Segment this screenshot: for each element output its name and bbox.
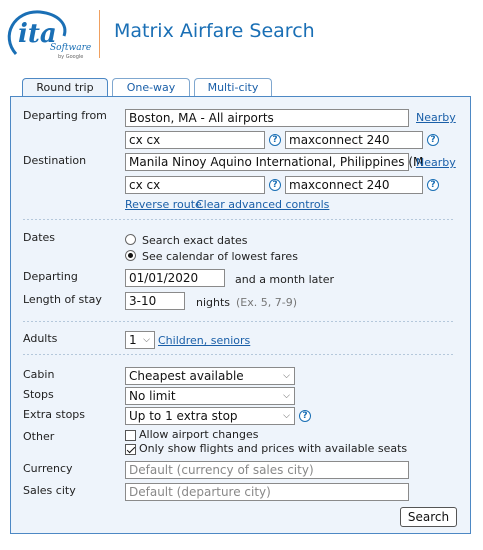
section-divider xyxy=(23,321,455,322)
cabin-value: Cheapest available xyxy=(129,369,244,383)
stops-label: Stops xyxy=(23,388,54,401)
only-available-seats-label: Only show flights and prices with available seats xyxy=(139,442,408,455)
help-icon[interactable]: ? xyxy=(299,410,311,422)
stops-value: No limit xyxy=(129,389,176,403)
chevron-down-icon: ⌵ xyxy=(283,371,290,381)
children-seniors-link[interactable]: Children, seniors xyxy=(158,334,251,347)
allow-airport-changes-checkbox[interactable] xyxy=(125,430,136,441)
dates-label: Dates xyxy=(23,231,56,244)
month-later-text: and a month later xyxy=(235,273,335,286)
other-label: Other xyxy=(23,430,55,443)
stops-select[interactable] xyxy=(125,387,295,405)
section-divider xyxy=(23,219,455,220)
nights-label: nights xyxy=(196,296,231,309)
ita-software-logo xyxy=(6,6,92,62)
adults-label: Adults xyxy=(23,332,58,345)
destination-nearby-link[interactable]: Nearby xyxy=(416,156,456,169)
chevron-down-icon: ⌵ xyxy=(283,411,290,421)
currency-label: Currency xyxy=(23,462,73,475)
help-icon[interactable]: ? xyxy=(269,134,281,146)
destination-carrier-input[interactable]: cx cx xyxy=(125,176,265,194)
extra-stops-value: Up to 1 extra stop xyxy=(129,409,238,423)
header-divider xyxy=(99,10,100,58)
sales-city-label: Sales city xyxy=(23,484,76,497)
svg-text:by Google: by Google xyxy=(58,54,84,60)
destination-label: Destination xyxy=(23,154,87,167)
sales-city-input[interactable]: Default (departure city) xyxy=(125,483,409,501)
chevron-down-icon: ⌵ xyxy=(283,391,290,401)
extra-stops-select[interactable] xyxy=(125,407,295,425)
tab-one-way[interactable]: One-way xyxy=(112,78,190,97)
cabin-label: Cabin xyxy=(23,368,55,381)
origin-routing-input[interactable]: maxconnect 240 xyxy=(285,131,423,149)
cabin-select[interactable] xyxy=(125,367,295,385)
help-icon[interactable]: ? xyxy=(427,134,439,146)
search-form-panel xyxy=(10,96,471,534)
extra-stops-label: Extra stops xyxy=(23,408,86,421)
section-divider xyxy=(23,354,455,355)
adults-select[interactable] xyxy=(125,331,155,349)
departing-label: Departing xyxy=(23,270,78,283)
length-of-stay-input[interactable]: 3-10 xyxy=(125,292,185,310)
page-title: Matrix Airfare Search xyxy=(114,20,315,42)
currency-input[interactable]: Default (currency of sales city) xyxy=(125,461,409,479)
only-available-seats-checkbox[interactable] xyxy=(125,444,136,455)
search-button[interactable]: Search xyxy=(400,507,457,527)
reverse-route-link[interactable]: Reverse route xyxy=(125,198,202,211)
search-exact-radio[interactable] xyxy=(125,234,136,245)
origin-carrier-input[interactable]: cx cx xyxy=(125,131,265,149)
tab-round-trip[interactable]: Round trip xyxy=(22,78,108,98)
svg-text:ita: ita xyxy=(18,19,57,49)
search-exact-label: Search exact dates xyxy=(142,234,248,247)
see-calendar-label: See calendar of lowest fares xyxy=(142,250,298,263)
adults-value: 1 xyxy=(129,333,137,347)
clear-advanced-link[interactable]: Clear advanced controls xyxy=(196,198,330,211)
nights-hint: (Ex. 5, 7-9) xyxy=(236,296,297,309)
svg-text:Software: Software xyxy=(50,43,92,53)
help-icon[interactable]: ? xyxy=(427,179,439,191)
tab-multi-city[interactable]: Multi-city xyxy=(194,78,272,97)
departing-date-input[interactable]: 01/01/2020 xyxy=(125,269,225,287)
see-calendar-radio[interactable] xyxy=(125,250,136,261)
allow-airport-changes-label: Allow airport changes xyxy=(139,428,259,441)
chevron-down-icon: ⌵ xyxy=(143,335,150,345)
origin-nearby-link[interactable]: Nearby xyxy=(416,111,456,124)
destination-input[interactable]: Manila Ninoy Aquino International, Philippines (M xyxy=(125,153,409,171)
destination-routing-input[interactable]: maxconnect 240 xyxy=(285,176,423,194)
origin-input[interactable]: Boston, MA - All airports xyxy=(125,109,409,127)
departing-from-label: Departing from xyxy=(23,109,107,122)
length-of-stay-label: Length of stay xyxy=(23,293,102,306)
help-icon[interactable]: ? xyxy=(269,179,281,191)
